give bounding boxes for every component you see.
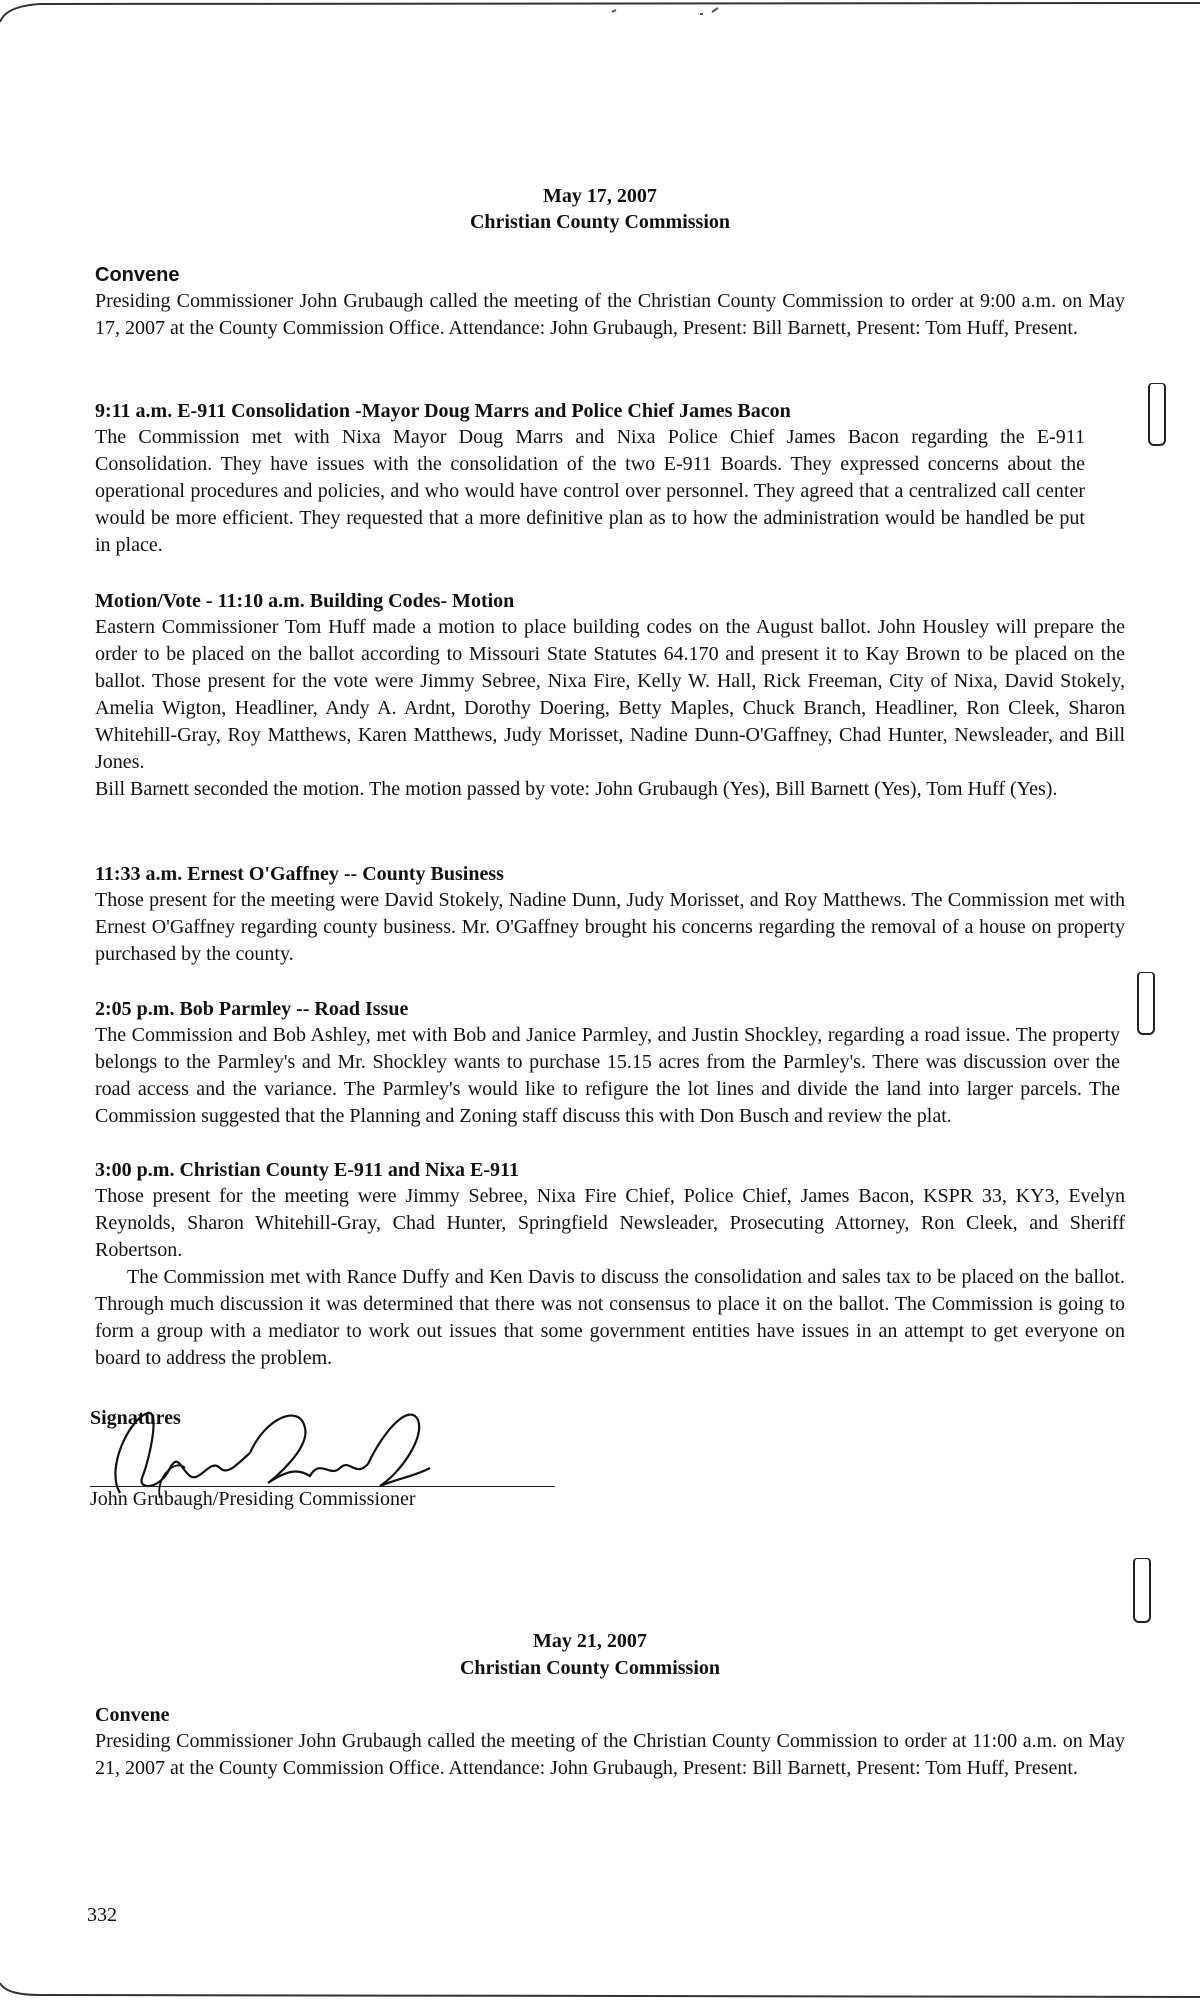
section-body: The Commission met with Nixa Mayor Doug Marrs and Nixa Police Chief James Bacon regarding the E-911 Consolidation. They have issues with the consolidation of the two E-911 Boards. They expressed concerns about the operational procedures and policies, and who would have control over personnel. They agreed that a centralized call center would be more efficient. They requested that a more definitive plan as to how the administration would be handled be put in place. bbox=[95, 426, 1085, 556]
section-title: Motion/Vote - 11:10 a.m. Building Codes- Motion bbox=[95, 590, 515, 612]
meeting-1-org: Christian County Commission bbox=[469, 211, 731, 233]
section-convene-2 bbox=[95, 1702, 1125, 1782]
binder-mark-1 bbox=[1148, 383, 1166, 446]
signatures-label: Signatures bbox=[90, 1407, 181, 1429]
section-convene bbox=[95, 262, 1125, 342]
section-body: The Commission and Bob Ashley, met with Bob and Janice Parmley, and Justin Shockley, regarding a road issue. The property belongs to the Parmley's and Mr. Shockley wants to purchase 15.15 acres from the Parmley's. There was discussion over the road access and the variance. The Parmley's would like to refigure the lot lines and divide the land into larger parcels. The Commission suggested that the Planning and Zoning staff discuss this with Don Busch and review the plat. bbox=[95, 1024, 1120, 1127]
section-body-vote: Bill Barnett seconded the motion. The motion passed by vote: John Grubaugh (Yes), Bill Barnett (Yes), Tom Huff (Yes). bbox=[95, 778, 1058, 800]
section-title: 3:00 p.m. Christian County E-911 and Nixa E-911 bbox=[95, 1159, 519, 1181]
signature-caption: John Grubaugh/Presiding Commissioner bbox=[90, 1488, 416, 1510]
meeting-1-date: May 17, 2007 bbox=[543, 185, 657, 207]
signature-line bbox=[90, 1486, 555, 1487]
page-number: 332 bbox=[87, 1904, 117, 1926]
meeting-2-date: May 21, 2007 bbox=[533, 1630, 647, 1652]
section-building-codes-motion bbox=[95, 588, 1125, 803]
section-title: Convene bbox=[95, 264, 180, 286]
binder-mark-3 bbox=[1133, 1558, 1151, 1623]
section-body: Those present for the meeting were Jimmy Sebree, Nixa Fire Chief, Police Chief, James Bacon, KSPR 33, KY3, Evelyn Reynolds, Sharon Whitehill-Gray, Chad Hunter, Springfield Newsleader, Prosecuting Attorney, Ron Cleek, and Sheriff Robertson. bbox=[95, 1185, 1125, 1261]
scan-border-top bbox=[0, 0, 1200, 40]
section-body-discussion: The Commission met with Rance Duffy and Ken Davis to discuss the consolidation and sales tax to be placed on the ballot. Through much discussion it was determined that there was not consensus to place it on the ballot. The Commission is going to form a group with a mediator to work out issues that some government entities have issues in an attempt to get everyone on board to address the problem. bbox=[95, 1266, 1125, 1369]
section-ogaffney-county-business bbox=[95, 861, 1125, 968]
section-title: 9:11 a.m. E-911 Consolidation -Mayor Doug Marrs and Police Chief James Bacon bbox=[95, 400, 791, 422]
meeting-2-org: Christian County Commission bbox=[459, 1657, 721, 1679]
section-body: Presiding Commissioner John Grubaugh called the meeting of the Christian County Commission to order at 11:00 a.m. on May 21, 2007 at the County Commission Office. Attendance: John Grubaugh, Present: Bill Barnett, Present: Tom Huff, Present. bbox=[95, 1730, 1125, 1779]
section-body: Those present for the meeting were David Stokely, Nadine Dunn, Judy Morisset, and Roy Matthews. The Commission met with Ernest O'Gaffney regarding county business. Mr. O'Gaffney brought his concerns regarding the removal of a house on property purchased by the county. bbox=[95, 889, 1125, 965]
section-christian-county-nixa-e911 bbox=[95, 1157, 1125, 1372]
section-title: 11:33 a.m. Ernest O'Gaffney -- County Business bbox=[95, 863, 504, 885]
section-parmley-road-issue bbox=[95, 996, 1120, 1130]
section-e911-consolidation bbox=[95, 398, 1085, 559]
section-title: 2:05 p.m. Bob Parmley -- Road Issue bbox=[95, 998, 409, 1020]
section-body: Eastern Commissioner Tom Huff made a motion to place building codes on the August ballot. John Housley will prepare the order to be placed on the ballot according to Missouri State Statutes 64.170 and present it to Kay Brown to be placed on the ballot. Those present for the vote were Jimmy Sebree, Nixa Fire, Kelly W. Hall, Rick Freeman, City of Nixa, David Stokely, Amelia Wigton, Headliner, Andy A. Ardnt, Dorothy Doering, Betty Maples, Chuck Branch, Headliner, Ron Cleek, Sharon Whitehill-Gray, Roy Matthews, Karen Matthews, Judy Morisset, Nadine Dunn-O'Gaffney, Chad Hunter, Newsleader, and Bill Jones. bbox=[95, 616, 1125, 773]
scan-border-bottom bbox=[0, 1981, 1200, 2001]
section-title: Convene bbox=[95, 1704, 170, 1726]
section-body: Presiding Commissioner John Grubaugh called the meeting of the Christian County Commission to order at 9:00 a.m. on May 17, 2007 at the County Commission Office. Attendance: John Grubaugh, Present: Bill Barnett, Present: Tom Huff, Present. bbox=[95, 290, 1125, 339]
binder-mark-2 bbox=[1137, 972, 1155, 1035]
